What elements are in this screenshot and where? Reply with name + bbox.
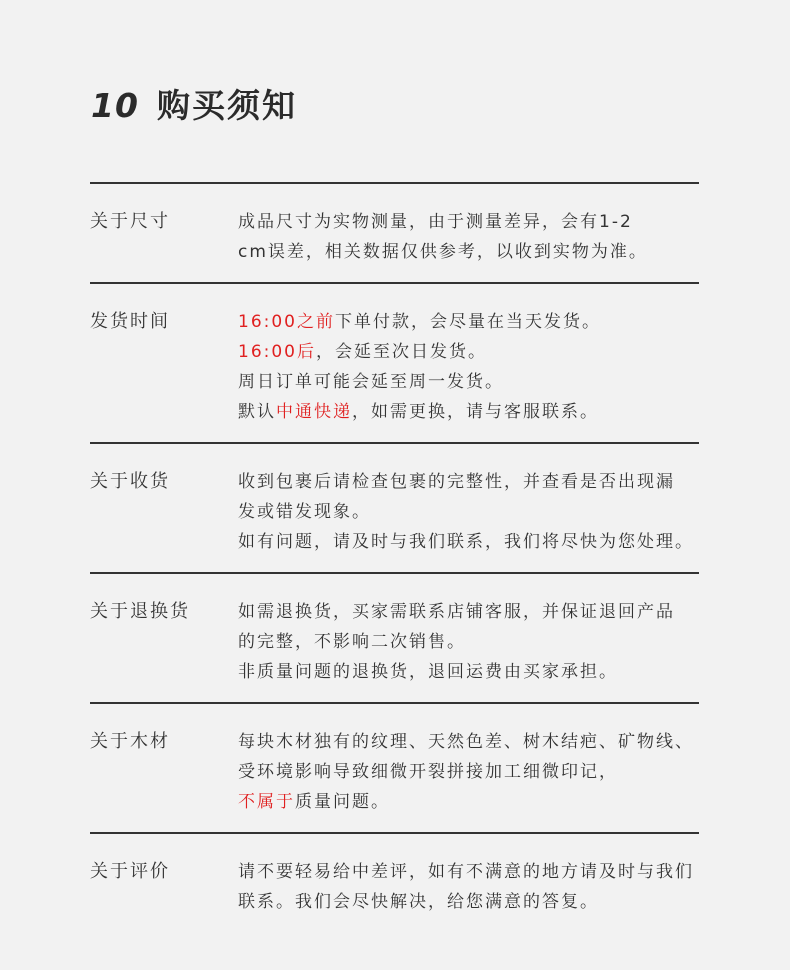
body-text: 成品尺寸为实物测量，由于测量差异，会有1-2 xyxy=(238,212,633,232)
section-body xyxy=(238,597,699,687)
notice-section xyxy=(90,834,699,932)
body-text: ，如需更换，请与客服联系。 xyxy=(352,402,599,422)
title-text: 购买须知 xyxy=(156,86,297,125)
body-line xyxy=(238,627,699,657)
notice-section xyxy=(90,444,699,572)
section-body xyxy=(238,207,699,267)
body-line xyxy=(238,597,699,627)
section-body xyxy=(238,467,699,557)
body-line xyxy=(238,307,699,337)
section-label: 关于尺寸 xyxy=(90,211,170,232)
section-label: 关于评价 xyxy=(90,861,170,882)
body-text: 每块木材独有的纹理、天然色差、树木结疤、矿物线、 xyxy=(238,732,694,752)
notice-sections xyxy=(90,182,699,932)
body-line xyxy=(238,887,699,917)
notice-section xyxy=(90,284,699,442)
body-text: 下单付款，会尽量在当天发货。 xyxy=(335,312,601,332)
highlight-text: 不属于 xyxy=(238,792,295,812)
body-line xyxy=(238,757,699,787)
body-text: 的完整，不影响二次销售。 xyxy=(238,632,466,652)
section-label: 关于退换货 xyxy=(90,601,190,622)
body-line xyxy=(238,727,699,757)
body-text: 收到包裹后请检查包裹的完整性，并查看是否出现漏 xyxy=(238,472,675,492)
body-line xyxy=(238,367,699,397)
highlight-text: 中通快递 xyxy=(276,402,352,422)
body-line xyxy=(238,207,699,237)
section-label: 发货时间 xyxy=(90,311,170,332)
body-line xyxy=(238,527,699,557)
body-text: 如有问题，请及时与我们联系，我们将尽快为您处理。 xyxy=(238,532,694,552)
body-text: 周日订单可能会延至周一发货。 xyxy=(238,372,504,392)
highlight-text: 16:00之前 xyxy=(238,312,335,332)
body-text: 质量问题。 xyxy=(295,792,390,812)
body-text: 非质量问题的退换货，退回运费由买家承担。 xyxy=(238,662,618,682)
body-text: 受环境影响导致细微开裂拼接加工细微印记， xyxy=(238,762,618,782)
body-line xyxy=(238,657,699,687)
body-line xyxy=(238,857,699,887)
body-line xyxy=(238,467,699,497)
section-label: 关于收货 xyxy=(90,471,170,492)
body-line xyxy=(238,337,699,367)
body-line xyxy=(238,787,699,817)
section-number: 10 xyxy=(91,86,139,125)
section-body xyxy=(238,857,699,917)
body-text: 如需退换货，买家需联系店铺客服，并保证退回产品 xyxy=(238,602,675,622)
section-body xyxy=(238,727,699,817)
section-label: 关于木材 xyxy=(90,731,170,752)
body-line xyxy=(238,497,699,527)
section-body xyxy=(238,307,699,427)
body-line xyxy=(238,397,699,427)
notice-section xyxy=(90,184,699,282)
body-text: ，会延至次日发货。 xyxy=(316,342,487,362)
page-title xyxy=(91,80,297,127)
body-text: 联系。我们会尽快解决，给您满意的答复。 xyxy=(238,892,599,912)
notice-section xyxy=(90,574,699,702)
notice-section xyxy=(90,704,699,832)
body-text: 默认 xyxy=(238,402,276,422)
body-text: cm误差，相关数据仅供参考，以收到实物为准。 xyxy=(238,242,648,262)
body-text: 请不要轻易给中差评，如有不满意的地方请及时与我们 xyxy=(238,862,694,882)
highlight-text: 16:00后 xyxy=(238,342,316,362)
body-text: 发或错发现象。 xyxy=(238,502,371,522)
body-line xyxy=(238,237,699,267)
